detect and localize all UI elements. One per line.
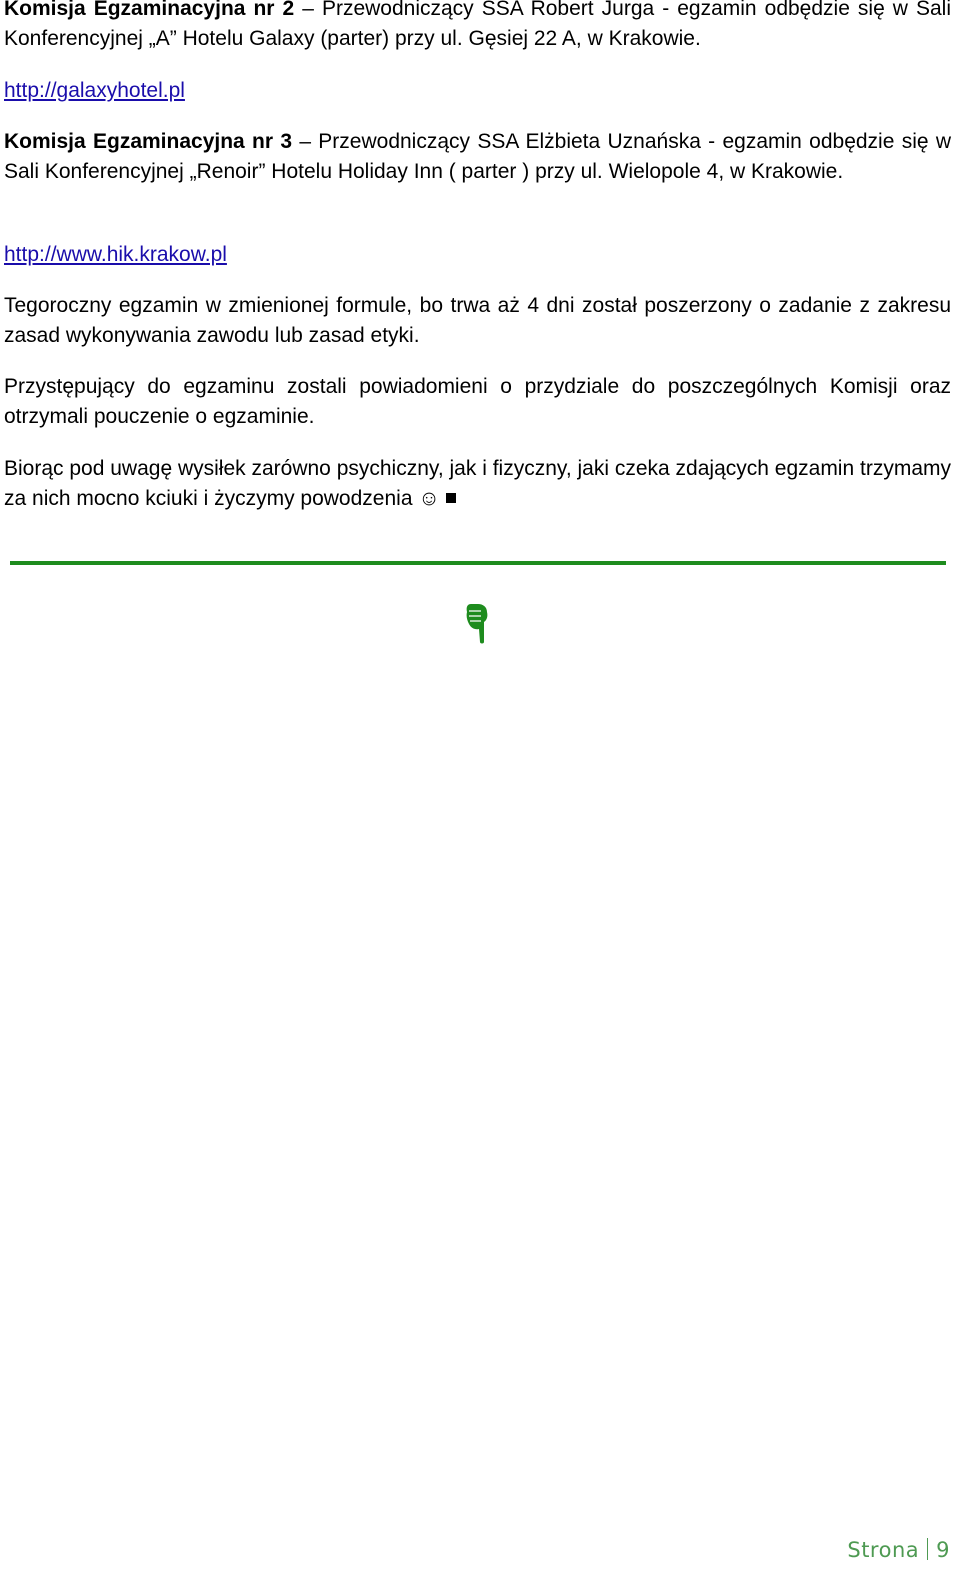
paragraph-exam-format: Tegoroczny egzamin w zmienionej formule, bo trwa aż 4 dni został poszerzony o zadanie z zakresu zasad wykonywania zawodu lub zasad etyki. (4, 294, 951, 347)
footer-page-number: 9 (936, 1538, 950, 1562)
paragraph-commission-2 (4, 0, 951, 54)
good-luck-text: Biorąc pod uwagę wysiłek zarówno psychiczny, jak i fizyczny, jaki czeka zdających egzamin trzymamy za nich mocno kciuki i życzymy powodzenia ☺ (4, 457, 951, 510)
galaxy-hotel-link[interactable]: http://galaxyhotel.pl (4, 79, 185, 102)
pointing-hand-icon (463, 602, 491, 644)
holiday-inn-link[interactable]: http://www.hik.krakow.pl (4, 243, 227, 266)
page-footer (847, 1538, 950, 1562)
end-square-icon (446, 493, 456, 503)
commission-2-heading: Komisja Egzaminacyjna nr 2 (4, 0, 295, 20)
footer-label: Strona (847, 1538, 920, 1562)
green-divider (10, 561, 946, 565)
commission-2-text: – Przewodniczący SSA Robert Jurga - egzamin odbędzie się w Sali Konferencyjnej „A” Hotelu Galaxy (parter) przy ul. Gęsiej 22 A, w Krakowie. (4, 0, 951, 50)
paragraph-good-luck (4, 454, 951, 514)
footer-separator (927, 1538, 928, 1560)
commission-3-heading: Komisja Egzaminacyjna nr 3 (4, 130, 293, 153)
commission-3-text: – Przewodniczący SSA Elżbieta Uznańska - egzamin odbędzie się w Sali Konferencyjnej „Renoir” Hotelu Holiday Inn ( parter ) przy ul. Wielopole 4, w Krakowie. (4, 130, 952, 183)
paragraph-notification: Przystępujący do egzaminu zostali powiadomieni o przydziale do poszczególnych Komisji oraz otrzymali pouczenie o egzaminie. (4, 375, 951, 428)
paragraph-commission-3 (4, 127, 951, 187)
